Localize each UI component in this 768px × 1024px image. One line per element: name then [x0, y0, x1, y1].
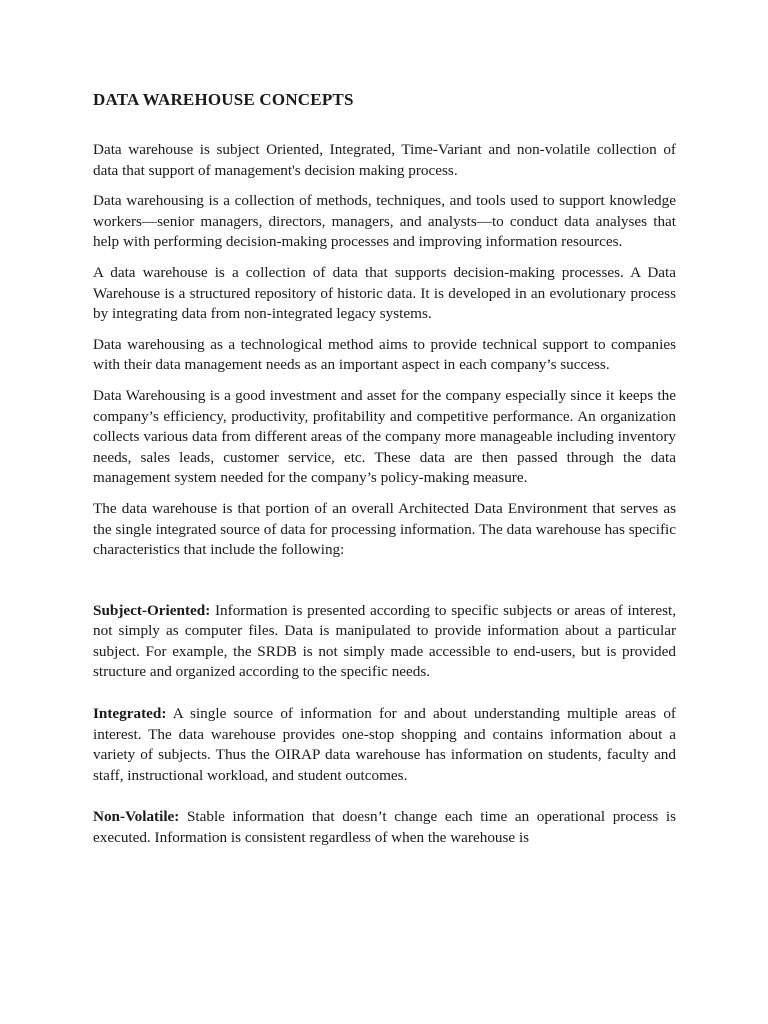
- definition-non-volatile: [93, 807, 676, 848]
- document-title: DATA WAREHOUSE CONCEPTS: [93, 90, 354, 109]
- definition-term: Subject-Oriented:: [93, 601, 211, 619]
- definition-spacer: [93, 786, 676, 807]
- definition-term: Non-Volatile:: [93, 808, 180, 826]
- definition-text: A single source of information for and about understanding multiple areas of interest. The data warehouse provides one-stop shopping and contains information about a variety of subjects. Thus the OIRAP data warehouse has information on students, faculty and staff, instructional workload, and student outcomes.: [93, 705, 676, 784]
- paragraph-characteristics-intro: The data warehouse is that portion of an overall Architected Data Environment that serves as the single integrated source of data for processing information. The data warehouse has specific characteristics that include the following:: [93, 499, 676, 559]
- document-page: [93, 88, 676, 849]
- paragraph-collection: A data warehouse is a collection of data that supports decision-making processes. A Data Warehouse is a structured repository of historic data. It is developed in an evolutionary process by integrating data from non-integrated legacy systems.: [93, 263, 676, 323]
- definition-text: Information is presented according to specific subjects or areas of interest, not simply as computer files. Data is manipulated to provide information about a particular subject. For example, the SRDB is not simply made accessible to end-users, but is provided structure and organized according to the specific needs.: [93, 601, 676, 681]
- paragraph-technological: Data warehousing as a technological method aims to provide technical support to companies with their data management needs as an important aspect in each company’s success.: [93, 335, 676, 374]
- section-spacer: [93, 571, 676, 601]
- paragraph-investment: Data Warehousing is a good investment and asset for the company especially since it keeps the company’s efficiency, productivity, profitability and competitive performance. An organization collects various data from different areas of the company more manageable including inventory needs, sales leads, customer service, etc. These data are then passed through the data management system needed for the company’s policy-making measure.: [93, 386, 676, 487]
- intro-paragraph: Data warehouse is subject Oriented, Integrated, Time-Variant and non-volatile collection of data that support of management's decision making process.: [93, 141, 676, 179]
- definition-term: Integrated:: [93, 705, 167, 723]
- definition-text: Stable information that doesn’t change each time an operational process is executed. Information is consistent regardless of when the warehouse is: [93, 808, 676, 847]
- definition-spacer: [93, 683, 676, 704]
- definition-subject-oriented: [93, 601, 676, 683]
- paragraph-methods: Data warehousing is a collection of methods, techniques, and tools used to support knowledge workers—senior managers, directors, managers, and analysts—to conduct data analyses that help with performing decision-making processes and improving information resources.: [93, 192, 676, 251]
- definition-integrated: [93, 704, 676, 786]
